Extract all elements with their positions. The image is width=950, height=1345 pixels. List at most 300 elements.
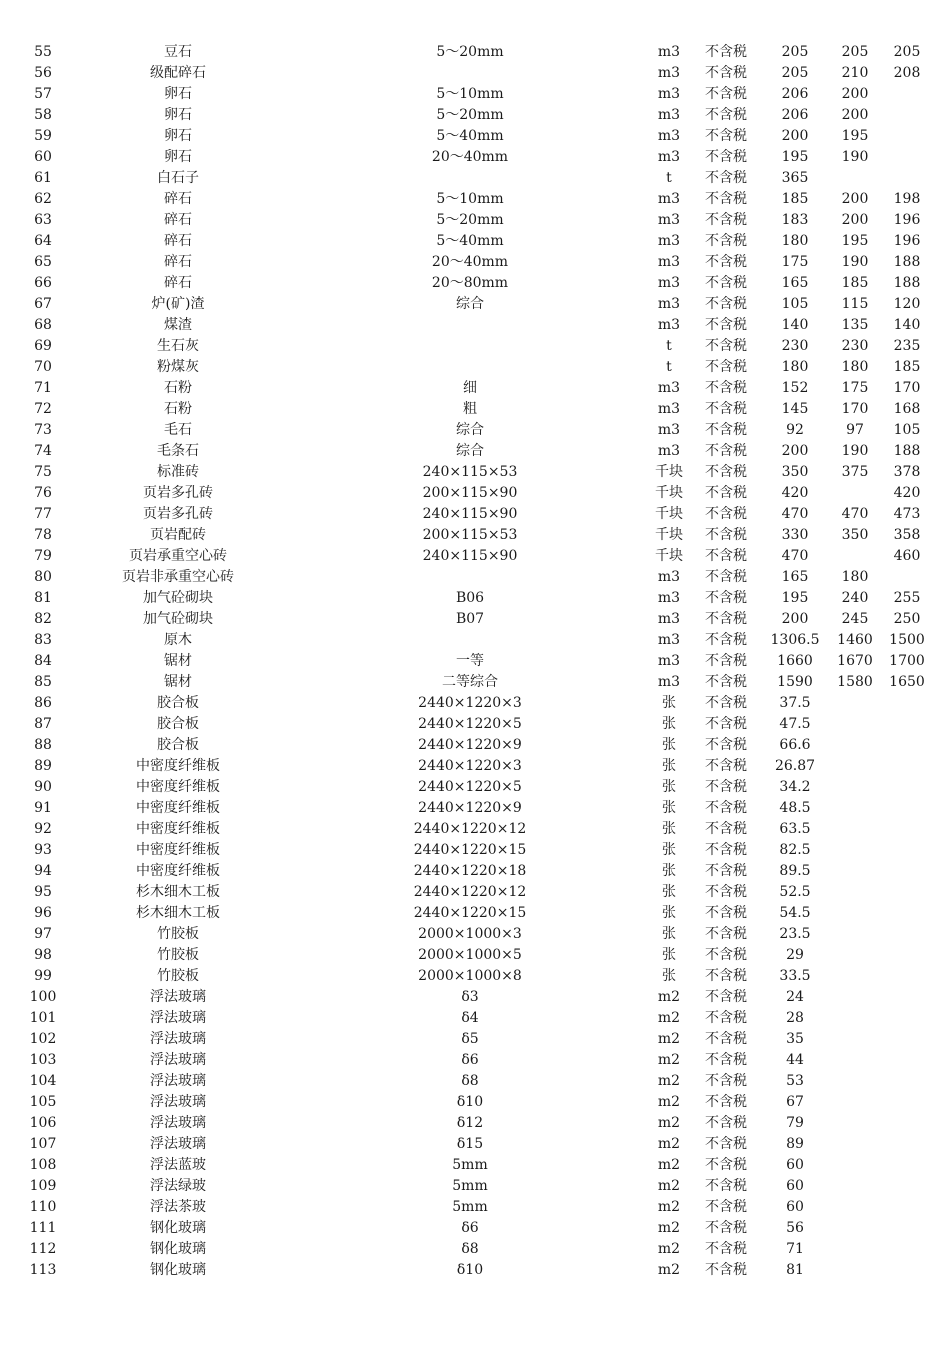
price-1-cell: 180 [781,233,809,249]
tax-status-cell: 不含税 [705,1262,747,1278]
price-1-cell: 53 [786,1073,804,1089]
tax-status-cell: 不含税 [705,86,747,102]
price-1-cell: 67 [786,1094,804,1110]
material-name-cell: 原木 [164,632,192,648]
row-number-cell: 81 [34,590,52,606]
specification-cell: 240×115×90 [422,548,518,564]
unit-cell: m2 [657,1178,681,1194]
price-3-cell: 170 [893,380,921,396]
material-name-cell: 粉煤灰 [157,359,199,375]
row-number-cell: 95 [34,884,52,900]
row-number-cell: 72 [34,401,52,417]
price-1-cell: 1660 [777,653,813,669]
row-number-cell: 107 [29,1136,57,1152]
row-number-cell: 75 [34,464,52,480]
table-row [0,525,950,546]
unit-cell: m3 [657,653,681,669]
table-row [0,798,950,819]
price-2-cell: 135 [841,317,869,333]
unit-cell: m3 [657,254,681,270]
specification-cell: δ12 [456,1115,484,1131]
price-1-cell: 470 [781,506,809,522]
table-row [0,1260,950,1281]
material-name-cell: 浮法玻璃 [150,1073,206,1089]
row-number-cell: 62 [34,191,52,207]
table-row [0,420,950,441]
material-name-cell: 中密度纤维板 [136,800,220,816]
specification-cell: 5～10mm [436,191,504,207]
table-row [0,546,950,567]
tax-status-cell: 不含税 [705,485,747,501]
specification-cell: 2440×1220×5 [418,779,522,795]
tax-status-cell: 不含税 [705,128,747,144]
table-row [0,756,950,777]
price-1-cell: 48.5 [779,800,811,816]
unit-cell: m3 [657,191,681,207]
unit-cell: m2 [657,1199,681,1215]
row-number-cell: 85 [34,674,52,690]
row-number-cell: 110 [29,1199,57,1215]
unit-cell: 张 [662,716,676,732]
price-2-cell: 240 [841,590,869,606]
tax-status-cell: 不含税 [705,1220,747,1236]
material-name-cell: 豆石 [164,44,192,60]
material-name-cell: 胶合板 [157,716,199,732]
price-1-cell: 33.5 [779,968,811,984]
specification-cell: 20～40mm [431,149,509,165]
specification-cell: δ8 [461,1241,479,1257]
row-number-cell: 65 [34,254,52,270]
price-2-cell: 190 [841,149,869,165]
specification-cell: δ8 [461,1073,479,1089]
tax-status-cell: 不含税 [705,1241,747,1257]
specification-cell: δ10 [456,1262,484,1278]
unit-cell: m3 [657,86,681,102]
row-number-cell: 97 [34,926,52,942]
unit-cell: 张 [662,695,676,711]
material-name-cell: 竹胶板 [157,947,199,963]
table-row [0,1092,950,1113]
unit-cell: 张 [662,737,676,753]
row-number-cell: 66 [34,275,52,291]
tax-status-cell: 不含税 [705,674,747,690]
specification-cell: 5～20mm [436,44,504,60]
material-name-cell: 生石灰 [157,338,199,354]
tax-status-cell: 不含税 [705,359,747,375]
material-name-cell: 中密度纤维板 [136,758,220,774]
price-3-cell: 473 [893,506,921,522]
specification-cell: 2000×1000×3 [418,926,522,942]
price-3-cell: 1650 [889,674,925,690]
tax-status-cell: 不含税 [705,443,747,459]
table-row [0,399,950,420]
table-row [0,945,950,966]
specification-cell: 20～40mm [431,254,509,270]
price-1-cell: 230 [781,338,809,354]
unit-cell: 张 [662,947,676,963]
specification-cell: 20～80mm [431,275,509,291]
material-name-cell: 浮法绿玻 [150,1178,206,1194]
specification-cell: 5～40mm [436,128,504,144]
material-name-cell: 煤渣 [164,317,192,333]
tax-status-cell: 不含税 [705,1157,747,1173]
specification-cell: 2440×1220×15 [413,842,527,858]
material-name-cell: 钢化玻璃 [150,1241,206,1257]
material-name-cell: 胶合板 [157,695,199,711]
material-name-cell: 锯材 [164,653,192,669]
table-row [0,735,950,756]
table-row [0,1113,950,1134]
material-name-cell: 浮法玻璃 [150,989,206,1005]
unit-cell: t [666,338,672,354]
row-number-cell: 111 [29,1220,57,1236]
price-1-cell: 200 [781,443,809,459]
price-2-cell: 185 [841,275,869,291]
price-1-cell: 165 [781,569,809,585]
material-name-cell: 石粉 [164,401,192,417]
material-name-cell: 钢化玻璃 [150,1220,206,1236]
unit-cell: 张 [662,779,676,795]
price-1-cell: 1306.5 [770,632,820,648]
tax-status-cell: 不含税 [705,65,747,81]
specification-cell: 2440×1220×12 [413,821,527,837]
unit-cell: m3 [657,632,681,648]
table-row [0,252,950,273]
price-3-cell: 120 [893,296,921,312]
specification-cell: B06 [455,590,485,606]
unit-cell: m3 [657,212,681,228]
material-name-cell: 中密度纤维板 [136,842,220,858]
material-name-cell: 页岩承重空心砖 [129,548,227,564]
row-number-cell: 90 [34,779,52,795]
specification-cell: 5mm [452,1178,488,1194]
table-row [0,42,950,63]
specification-cell: δ5 [461,1031,479,1047]
price-2-cell: 375 [841,464,869,480]
row-number-cell: 78 [34,527,52,543]
table-row [0,567,950,588]
price-3-cell: 105 [893,422,921,438]
material-name-cell: 浮法玻璃 [150,1031,206,1047]
row-number-cell: 89 [34,758,52,774]
tax-status-cell: 不含税 [705,1115,747,1131]
price-1-cell: 200 [781,128,809,144]
price-3-cell: 205 [893,44,921,60]
tax-status-cell: 不含税 [705,191,747,207]
price-1-cell: 350 [781,464,809,480]
row-number-cell: 101 [29,1010,57,1026]
table-row [0,462,950,483]
row-number-cell: 79 [34,548,52,564]
table-row [0,1176,950,1197]
tax-status-cell: 不含税 [705,233,747,249]
material-name-cell: 卵石 [164,107,192,123]
specification-cell: 综合 [456,443,484,459]
table-row [0,1134,950,1155]
price-1-cell: 26.87 [774,758,816,774]
unit-cell: m3 [657,401,681,417]
price-1-cell: 92 [786,422,804,438]
price-2-cell: 470 [841,506,869,522]
price-3-cell: 255 [893,590,921,606]
table-row [0,1197,950,1218]
specification-cell: 5～10mm [436,86,504,102]
specification-cell: B07 [455,611,485,627]
unit-cell: m3 [657,443,681,459]
price-3-cell: 188 [893,275,921,291]
row-number-cell: 82 [34,611,52,627]
material-name-cell: 页岩多孔砖 [143,506,213,522]
tax-status-cell: 不含税 [705,380,747,396]
row-number-cell: 92 [34,821,52,837]
price-1-cell: 183 [781,212,809,228]
price-1-cell: 54.5 [779,905,811,921]
tax-status-cell: 不含税 [705,527,747,543]
tax-status-cell: 不含税 [705,1031,747,1047]
price-2-cell: 195 [841,233,869,249]
table-row [0,147,950,168]
unit-cell: m3 [657,674,681,690]
row-number-cell: 80 [34,569,52,585]
unit-cell: 千块 [655,548,683,564]
tax-status-cell: 不含税 [705,758,747,774]
table-row [0,105,950,126]
tax-status-cell: 不含税 [705,212,747,228]
table-row [0,336,950,357]
price-1-cell: 195 [781,590,809,606]
table-row [0,903,950,924]
tax-status-cell: 不含税 [705,401,747,417]
table-row [0,1029,950,1050]
price-2-cell: 170 [841,401,869,417]
tax-status-cell: 不含税 [705,695,747,711]
price-1-cell: 330 [781,527,809,543]
material-name-cell: 竹胶板 [157,926,199,942]
specification-cell: 2440×1220×18 [413,863,527,879]
price-1-cell: 205 [781,65,809,81]
tax-status-cell: 不含税 [705,107,747,123]
price-2-cell: 190 [841,443,869,459]
tax-status-cell: 不含税 [705,842,747,858]
table-row [0,693,950,714]
table-row [0,273,950,294]
tax-status-cell: 不含税 [705,1178,747,1194]
price-3-cell: 460 [893,548,921,564]
row-number-cell: 102 [29,1031,57,1047]
tax-status-cell: 不含税 [705,821,747,837]
specification-cell: δ6 [461,1220,479,1236]
specification-cell: 2440×1220×3 [418,758,522,774]
row-number-cell: 68 [34,317,52,333]
table-row [0,777,950,798]
price-1-cell: 47.5 [779,716,811,732]
price-2-cell: 200 [841,191,869,207]
row-number-cell: 108 [29,1157,57,1173]
unit-cell: m3 [657,422,681,438]
tax-status-cell: 不含税 [705,44,747,60]
price-1-cell: 1590 [777,674,813,690]
specification-cell: 粗 [463,401,477,417]
table-row [0,1008,950,1029]
price-1-cell: 152 [781,380,809,396]
table-row [0,378,950,399]
price-2-cell: 230 [841,338,869,354]
material-name-cell: 级配碎石 [150,65,206,81]
specification-cell: 2440×1220×12 [413,884,527,900]
unit-cell: m2 [657,1115,681,1131]
price-1-cell: 34.2 [779,779,811,795]
price-1-cell: 165 [781,275,809,291]
price-1-cell: 56 [786,1220,804,1236]
tax-status-cell: 不含税 [705,422,747,438]
material-name-cell: 碎石 [164,191,192,207]
price-1-cell: 23.5 [779,926,811,942]
row-number-cell: 55 [34,44,52,60]
table-row [0,210,950,231]
unit-cell: m2 [657,1031,681,1047]
table-row [0,966,950,987]
unit-cell: m3 [657,233,681,249]
table-row [0,504,950,525]
specification-cell: 200×115×53 [422,527,518,543]
specification-cell: 2000×1000×5 [418,947,522,963]
tax-status-cell: 不含税 [705,296,747,312]
row-number-cell: 91 [34,800,52,816]
table-row [0,441,950,462]
unit-cell: 千块 [655,485,683,501]
material-name-cell: 中密度纤维板 [136,863,220,879]
price-2-cell: 200 [841,107,869,123]
price-1-cell: 470 [781,548,809,564]
row-number-cell: 70 [34,359,52,375]
row-number-cell: 112 [29,1241,57,1257]
tax-status-cell: 不含税 [705,611,747,627]
unit-cell: m3 [657,611,681,627]
table-row [0,1071,950,1092]
unit-cell: 张 [662,821,676,837]
table-row [0,672,950,693]
row-number-cell: 87 [34,716,52,732]
tax-status-cell: 不含税 [705,590,747,606]
price-2-cell: 210 [841,65,869,81]
row-number-cell: 77 [34,506,52,522]
table-row [0,231,950,252]
row-number-cell: 86 [34,695,52,711]
unit-cell: 张 [662,800,676,816]
material-name-cell: 加气砼砌块 [143,590,213,606]
specification-cell: 一等 [456,653,484,669]
price-1-cell: 206 [781,107,809,123]
row-number-cell: 104 [29,1073,57,1089]
unit-cell: m2 [657,1157,681,1173]
material-name-cell: 浮法玻璃 [150,1010,206,1026]
price-1-cell: 81 [786,1262,804,1278]
tax-status-cell: 不含税 [705,1010,747,1026]
table-row [0,630,950,651]
row-number-cell: 106 [29,1115,57,1131]
row-number-cell: 84 [34,653,52,669]
price-1-cell: 180 [781,359,809,375]
material-name-cell: 卵石 [164,86,192,102]
tax-status-cell: 不含税 [705,569,747,585]
material-name-cell: 杉木细木工板 [136,905,220,921]
specification-cell: δ10 [456,1094,484,1110]
unit-cell: m2 [657,1262,681,1278]
table-row [0,1218,950,1239]
tax-status-cell: 不含税 [705,149,747,165]
row-number-cell: 59 [34,128,52,144]
price-1-cell: 205 [781,44,809,60]
tax-status-cell: 不含税 [705,863,747,879]
price-3-cell: 140 [893,317,921,333]
price-3-cell: 1500 [889,632,925,648]
unit-cell: 千块 [655,464,683,480]
price-3-cell: 208 [893,65,921,81]
unit-cell: 张 [662,842,676,858]
price-3-cell: 185 [893,359,921,375]
unit-cell: 千块 [655,506,683,522]
table-row [0,714,950,735]
row-number-cell: 88 [34,737,52,753]
material-name-cell: 浮法茶玻 [150,1199,206,1215]
row-number-cell: 58 [34,107,52,123]
table-row [0,357,950,378]
tax-status-cell: 不含税 [705,800,747,816]
material-name-cell: 浮法玻璃 [150,1115,206,1131]
row-number-cell: 76 [34,485,52,501]
tax-status-cell: 不含税 [705,716,747,732]
price-1-cell: 52.5 [779,884,811,900]
row-number-cell: 61 [34,170,52,186]
row-number-cell: 113 [29,1262,57,1278]
unit-cell: m3 [657,107,681,123]
unit-cell: 张 [662,758,676,774]
unit-cell: 张 [662,926,676,942]
row-number-cell: 93 [34,842,52,858]
price-1-cell: 420 [781,485,809,501]
row-number-cell: 73 [34,422,52,438]
specification-cell: δ4 [461,1010,479,1026]
price-3-cell: 196 [893,233,921,249]
tax-status-cell: 不含税 [705,170,747,186]
material-name-cell: 石粉 [164,380,192,396]
table-row [0,63,950,84]
price-3-cell: 196 [893,212,921,228]
row-number-cell: 99 [34,968,52,984]
table-row [0,609,950,630]
unit-cell: m2 [657,1010,681,1026]
tax-status-cell: 不含税 [705,317,747,333]
price-2-cell: 190 [841,254,869,270]
material-name-cell: 锯材 [164,674,192,690]
row-number-cell: 74 [34,443,52,459]
price-1-cell: 89 [786,1136,804,1152]
tax-status-cell: 不含税 [705,884,747,900]
table-row [0,1239,950,1260]
price-1-cell: 82.5 [779,842,811,858]
tax-status-cell: 不含税 [705,1073,747,1089]
price-2-cell: 195 [841,128,869,144]
table-row [0,651,950,672]
table-row [0,294,950,315]
unit-cell: t [666,170,672,186]
price-2-cell: 175 [841,380,869,396]
specification-cell: 2000×1000×8 [418,968,522,984]
price-2-cell: 1580 [837,674,873,690]
unit-cell: 千块 [655,527,683,543]
specification-cell: 5～20mm [436,107,504,123]
row-number-cell: 63 [34,212,52,228]
